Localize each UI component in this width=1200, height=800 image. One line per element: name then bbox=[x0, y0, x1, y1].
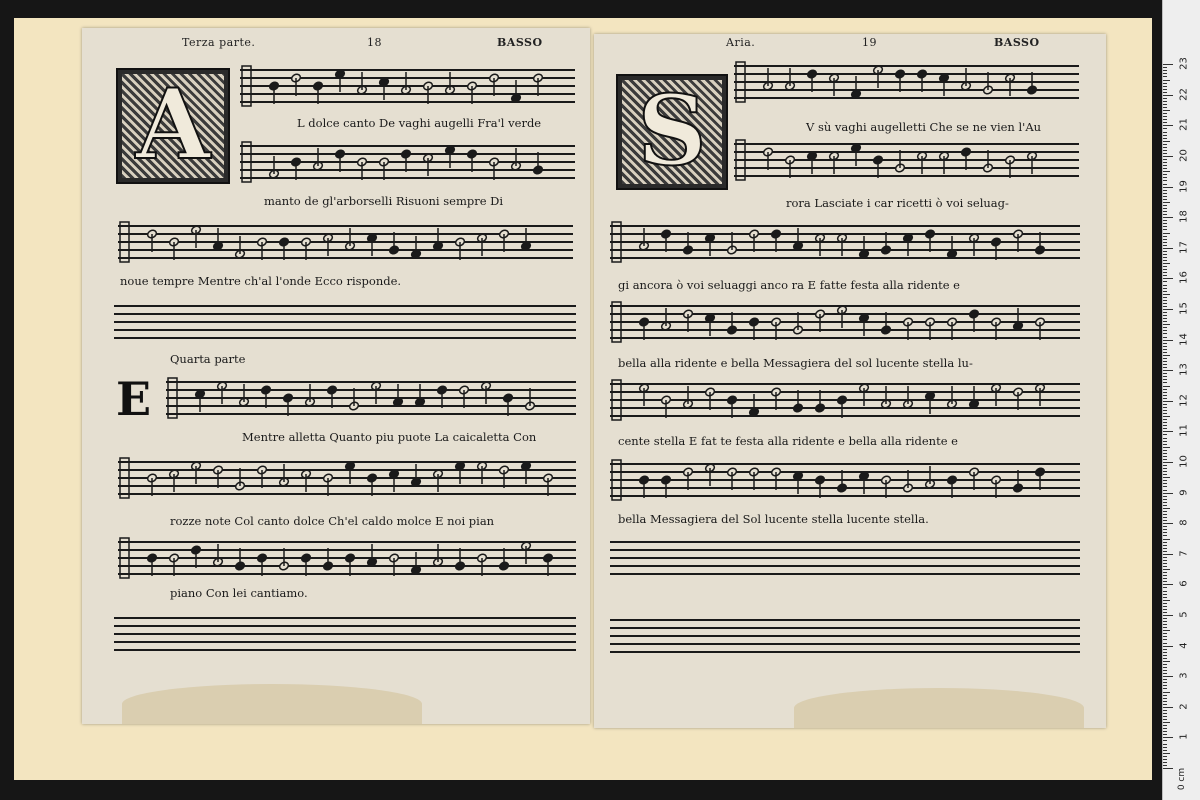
ruler-unit-label: 0 cm bbox=[1177, 767, 1188, 791]
lyric-line: piano Con lei cantiamo. bbox=[170, 586, 308, 600]
aria-heading: Aria. bbox=[726, 36, 756, 49]
ruler-mark: 13 bbox=[1178, 363, 1190, 377]
right-page bbox=[594, 34, 1106, 728]
lyric-line: gi ancora ò voi seluaggi anco ra E fatte festa alla ridente e bbox=[618, 278, 960, 292]
part-heading: Terza parte. bbox=[182, 36, 256, 49]
ruler-mark: 12 bbox=[1178, 393, 1190, 407]
music-staff bbox=[118, 536, 576, 580]
ruler-mark: 19 bbox=[1178, 179, 1190, 193]
page-number: 19 bbox=[862, 36, 877, 49]
lyric-line: rozze note Col canto dolce Ch'el caldo molce E noi pian bbox=[170, 514, 495, 528]
page-number: 18 bbox=[367, 36, 382, 49]
lyric-line: rora Lasciate i car ricetti ò voi seluag- bbox=[786, 196, 1009, 210]
ruler-mark: 7 bbox=[1178, 550, 1190, 557]
lyric-line: L dolce canto De vaghi augelli Fra'l verde bbox=[297, 116, 542, 130]
drop-cap-decorated: A bbox=[116, 68, 230, 184]
water-stain bbox=[794, 688, 1084, 728]
ruler-mark: 21 bbox=[1178, 118, 1190, 132]
ruler-mark: 1 bbox=[1178, 733, 1190, 741]
voice-label: BASSO bbox=[497, 36, 543, 49]
ruler-mark: 14 bbox=[1178, 332, 1190, 346]
lyric-line: manto de gl'arborselli Risuoni sempre Di bbox=[264, 194, 504, 208]
measurement-ruler bbox=[1162, 0, 1200, 800]
drop-cap-decorated: S bbox=[616, 74, 728, 190]
ruler-mark: 23 bbox=[1178, 57, 1190, 71]
ruler-mark: 15 bbox=[1178, 302, 1190, 315]
lyric-line: V sù vaghi augelletti Che se ne vien l'Au bbox=[806, 120, 1042, 134]
empty-staff bbox=[114, 300, 576, 344]
ruler-mark: 8 bbox=[1178, 519, 1190, 526]
voice-label: BASSO bbox=[994, 36, 1040, 49]
music-staff bbox=[240, 140, 575, 184]
ruler-mark: 9 bbox=[1178, 488, 1190, 496]
section-heading: Quarta parte bbox=[170, 352, 246, 366]
left-page bbox=[82, 28, 590, 724]
music-staff bbox=[118, 456, 576, 500]
lyric-line: cente stella E fat te festa alla ridente e bella alla ridente e bbox=[618, 434, 958, 448]
lyric-line: noue tempre Mentre ch'al l'onde Ecco risponde. bbox=[120, 274, 402, 288]
music-staff bbox=[610, 300, 1080, 344]
ruler-mark: 5 bbox=[1178, 611, 1190, 618]
music-staff bbox=[166, 376, 576, 420]
music-staff bbox=[610, 458, 1080, 502]
lyric-line: bella Messagiera del Sol lucente stella lucente stella. bbox=[618, 512, 929, 526]
ruler-mark: 10 bbox=[1178, 455, 1190, 468]
ruler-mark: 17 bbox=[1178, 240, 1190, 254]
ruler-mark: 6 bbox=[1178, 580, 1190, 588]
ruler-mark: 16 bbox=[1178, 271, 1190, 285]
ruler-mark: 20 bbox=[1178, 149, 1190, 162]
ruler-mark: 11 bbox=[1178, 424, 1190, 438]
ruler-mark: 22 bbox=[1178, 87, 1190, 101]
music-staff bbox=[734, 60, 1079, 104]
ruler-mark: 4 bbox=[1178, 641, 1190, 649]
empty-staff bbox=[610, 614, 1080, 658]
music-staff bbox=[610, 378, 1080, 422]
ruler-mark: 3 bbox=[1178, 672, 1190, 679]
lyric-line: bella alla ridente e bella Messagiera del sol lucente stella lu- bbox=[618, 356, 973, 370]
music-staff bbox=[240, 64, 575, 108]
music-staff bbox=[610, 220, 1080, 264]
empty-staff bbox=[610, 536, 1080, 580]
lyric-line: Mentre alletta Quanto piu puote La caicaletta Con bbox=[242, 430, 537, 444]
ruler-mark: 18 bbox=[1178, 210, 1190, 224]
empty-staff bbox=[114, 612, 576, 656]
music-staff bbox=[734, 138, 1079, 182]
section-initial: E bbox=[116, 372, 152, 426]
music-staff bbox=[118, 220, 573, 264]
water-stain bbox=[122, 684, 422, 724]
ruler-mark: 2 bbox=[1178, 703, 1190, 710]
